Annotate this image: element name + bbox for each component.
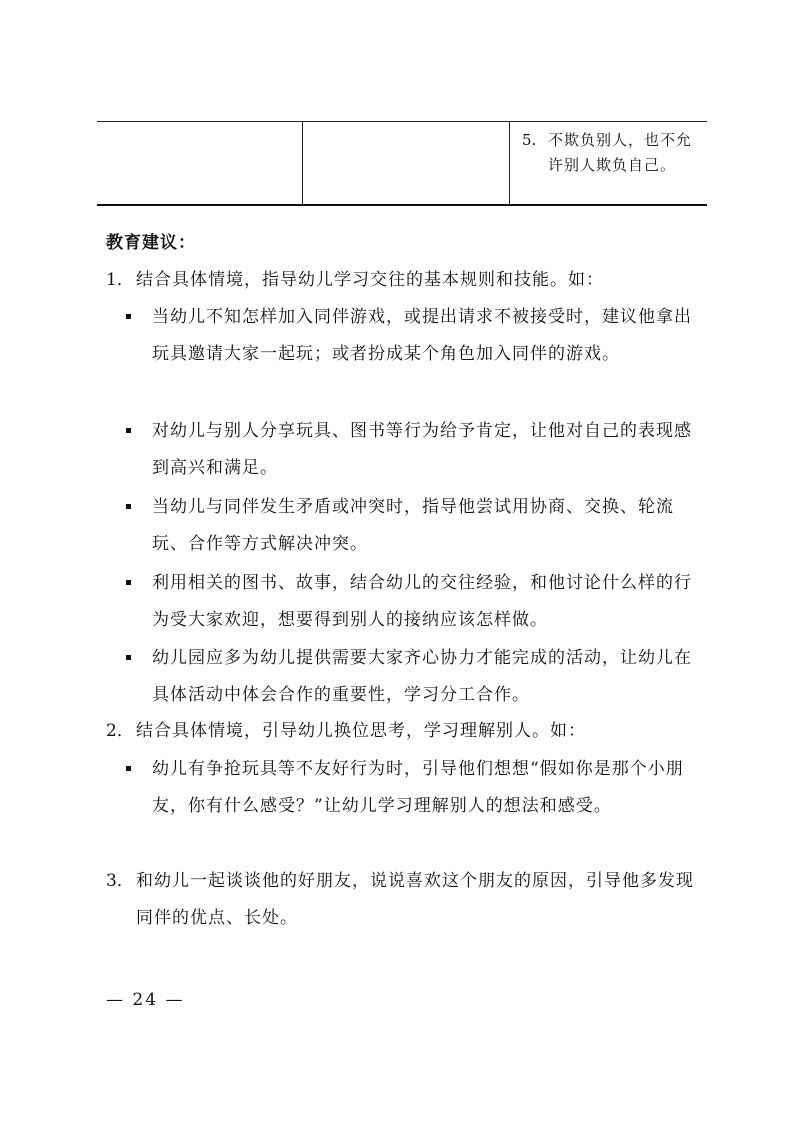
table-item-number: 5.: [522, 131, 537, 149]
table-fragment: [97, 121, 707, 206]
bullet-square-icon: [126, 580, 131, 585]
item-text: 结合具体情境，引导幼儿换位思考，学习理解别人。如：: [136, 721, 586, 741]
item-text: 结合具体情境，指导幼儿学习交往的基本规则和技能。如：: [136, 270, 604, 290]
bullet-text: 当幼儿与同伴发生矛盾或冲突时，指导他尝试用协商、交换、轮流玩、合作等方式解决冲突。: [152, 497, 674, 554]
table-cell-3: [510, 122, 707, 204]
bullet-text: 幼儿园应多为幼儿提供需要大家齐心协力才能完成的活动，让幼儿在具体活动中体会合作的重要性，学习分工合作。: [152, 648, 692, 705]
bullet-text: 对幼儿与别人分享玩具、图书等行为给予肯定，让他对自己的表现感到高兴和满足。: [152, 421, 692, 478]
table-cell-2: [303, 122, 510, 204]
item-number: 2．: [106, 721, 134, 741]
bullet-square-icon: [126, 766, 131, 771]
bullet-square-icon: [126, 655, 131, 660]
table-cell-1: [97, 122, 303, 204]
page-number: — 24 —: [106, 990, 185, 1010]
item-number: 3．: [106, 871, 134, 891]
table-item-text: 不欺负别人，也不允许别人欺负自己。: [548, 131, 693, 174]
bullet-square-icon: [126, 504, 131, 509]
item-number: 1．: [106, 270, 134, 290]
bullet-text: 利用相关的图书、故事，结合幼儿的交往经验，和他讨论什么样的行为受大家欢迎，想要得到别人的接纳应该怎样做。: [152, 573, 692, 630]
section-heading: 教育建议：: [106, 233, 196, 253]
bullet-square-icon: [126, 428, 131, 433]
bullet-square-icon: [126, 314, 131, 319]
bullet-text: 幼儿有争抢玩具等不友好行为时，引导他们想想“假如你是那个小朋友，你有什么感受？”让幼儿学习理解别人的想法和感受。: [152, 759, 684, 816]
bullet-text: 当幼儿不知怎样加入同伴游戏，或提出请求不被接受时，建议他拿出玩具邀请大家一起玩；或者扮成某个角色加入同伴的游戏。: [152, 307, 692, 364]
item-text: 和幼儿一起谈谈他的好朋友，说说喜欢这个朋友的原因，引导他多发现同伴的优点、长处。: [136, 871, 694, 928]
